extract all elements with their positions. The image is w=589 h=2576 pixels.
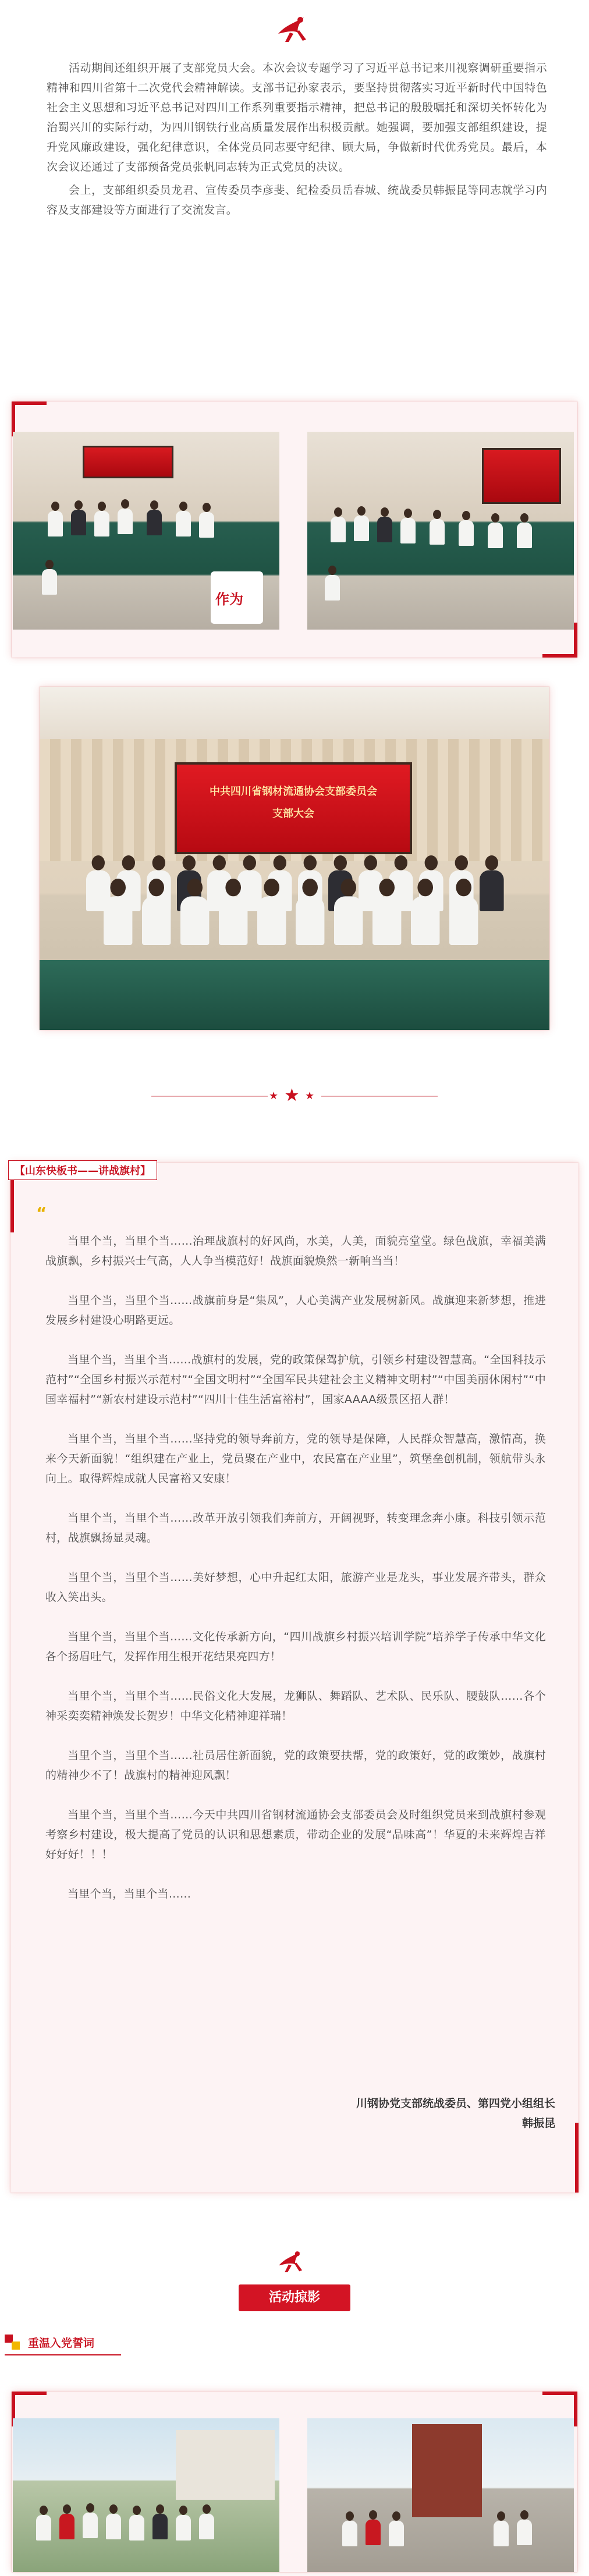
group-photo-card: [40, 687, 549, 1030]
verse: 当里个当，当里个当……今天中共四川省钢材流通协会支部委员会及时组织党员来到战旗村参观考察乡村建设，极大提高了党员的认识和思想素质，带动企业的发展“品味高”！华夏的未来辉煌吉祥好好好！！！: [45, 1808, 546, 1861]
meeting-table: [40, 960, 549, 1030]
meeting-screen: [175, 762, 412, 854]
screen-subtitle: 支部大会: [272, 808, 314, 820]
verse: 当里个当，当里个当……美好梦想，心中升起红太阳，旅游产业是龙头，事业发展齐带头，群众收入笑出头。: [45, 1571, 546, 1604]
group-member: [142, 879, 171, 945]
signature-name: 韩振昆: [521, 2117, 555, 2130]
oath-photo-left: [13, 2418, 279, 2572]
group-member: [372, 879, 401, 945]
verse: 当里个当，当里个当……文化传承新方向，“四川战旗乡村振兴培训学院”培养学子传承中华文化各个扬眉吐气，发挥作用生根开花结果亮四方！: [45, 1630, 546, 1663]
section-mark-yellow: [12, 2342, 20, 2350]
story-verses: [45, 1231, 546, 1904]
divider-line-right: [321, 1096, 438, 1097]
group-member: [257, 879, 286, 945]
dancer-logo-icon: [272, 10, 313, 45]
group-member: [180, 879, 209, 945]
star-icon: ★: [269, 1090, 279, 1102]
verse: 当里个当，当里个当……治理战旗村的好风尚，水美，人美，面貌亮堂堂。绿色战旗，幸福美满战旗飘，乡村振兴士气高，人人争当模范好！战旗面貌焕然一新响当当！: [45, 1235, 546, 1267]
signature-title: 川钢协党支部统战委员、第四党小组组长: [356, 2097, 555, 2110]
verse: 当里个当，当里个当……: [68, 1888, 191, 1900]
story-tag: 【山东快板书——讲战旗村】: [8, 1160, 157, 1180]
verse: 当里个当，当里个当……社员居住新面貌，党的政策要扶帮，党的政策好，党的政策妙，战旗村的精神少不了！战旗村的精神迎风飘！: [45, 1749, 546, 1782]
quote-icon: “: [36, 1203, 47, 1223]
oath-photo-right: [307, 2418, 574, 2572]
dancer-logo-icon: [274, 2246, 308, 2275]
signature: [356, 2094, 555, 2133]
group-photo: [40, 687, 549, 1030]
group-member: [449, 879, 478, 945]
screen-title: 中共四川省钢材流通协会支部委员会: [210, 786, 377, 798]
verse: 当里个当，当里个当……战旗前身是“集凤”，人心美满产业发展树新风。战旗迎来新梦想，推进发展乡村建设心明路更远。: [45, 1294, 546, 1327]
mug-text: 作为: [215, 591, 243, 607]
story-card: [10, 1163, 579, 2193]
card-corner-accent: [12, 401, 15, 436]
oath-photos-card: [12, 2392, 577, 2572]
star-icon: ★: [305, 1090, 315, 1102]
verse: 当里个当，当里个当……坚持党的领导奔前方，党的领导是保障，人民群众智慧高，激情高，换来今天新面貌！“组织建在产业上，党员聚在产业中，农民富在产业里”，筑堡垒创机制，领航带头永向上。取得辉煌成就人民富裕又安康！: [45, 1433, 546, 1485]
section-label: 重温入党誓词: [28, 2337, 95, 2350]
section-underline: [5, 2354, 121, 2355]
activity-banner: 活动掠影: [239, 2284, 350, 2311]
meeting-photo-left: [13, 432, 279, 630]
meeting-photo-right: [307, 432, 574, 630]
group-member: [411, 879, 439, 945]
divider-line-left: [151, 1096, 268, 1097]
verse: 当里个当，当里个当……战旗村的发展，党的政策保驾护航，引领乡村建设智慧高。“全国科技示范村”“全国乡村振兴示范村”“全国文明村”“全国军民共建社会主义精神文明村”“中国美丽休闲村”“中国幸福村”“新农村建设示范村”“四川十佳生活富裕村”，国家AAAA级景区招人群！: [45, 1353, 546, 1406]
group-member: [334, 879, 363, 945]
star-icon: ★: [284, 1085, 300, 1106]
report-text: [47, 58, 547, 220]
card-corner-accent: [574, 2392, 577, 2426]
card-corner-accent: [12, 401, 47, 405]
card-corner-accent: [542, 2392, 577, 2395]
coffee-mug: [211, 571, 263, 624]
report-paragraph-1: 活动期间还组织开展了支部党员大会。本次会议专题学习了习近平总书记来川视察调研重要指示精神和四川省第十二次党代会精神解读。支部书记孙家表示，要坚持贯彻落实习近平新时代中国特色社会主义思想和习近平总书记对四川工作系列重要指示精神，把总书记的殷殷嘱托和深切关怀转化为治蜀兴川的实际行动，为四川钢铁行业高质量发展作出积极贡献。她强调，要加强支部组织建设，提升党风廉政建设，强化纪律意识，全体党员同志要守纪律、顾大局，争做新时代优秀党员。最后，本次会议还通过了支部预备党员张帆同志转为正式党员的决议。: [47, 62, 547, 173]
verse: 当里个当，当里个当……改革开放引领我们奔前方，开阔视野，转变理念奔小康。科技引领示范村，战旗飘扬显灵魂。: [45, 1512, 546, 1544]
group-member: [480, 855, 504, 911]
card-corner-accent: [542, 654, 577, 658]
group-member: [296, 879, 324, 945]
report-paragraph-2: 会上，支部组织委员龙君、宣传委员李彦斐、纪检委员岳春城、统战委员韩振昆等同志就学习内容及支部建设等方面进行了交流发言。: [47, 184, 547, 216]
meeting-photos-card: [12, 401, 577, 658]
verse: 当里个当，当里个当……民俗文化大发展，龙狮队、舞蹈队、艺术队、民乐队、腰鼓队……各个神采奕奕精神焕发长贺岁！中华文化精神迎祥瑞！: [45, 1690, 546, 1722]
card-corner-accent: [574, 623, 577, 658]
group-member: [104, 879, 132, 945]
group-member: [219, 879, 247, 945]
card-side-accent: [575, 2123, 579, 2193]
card-corner-accent: [12, 2392, 47, 2395]
